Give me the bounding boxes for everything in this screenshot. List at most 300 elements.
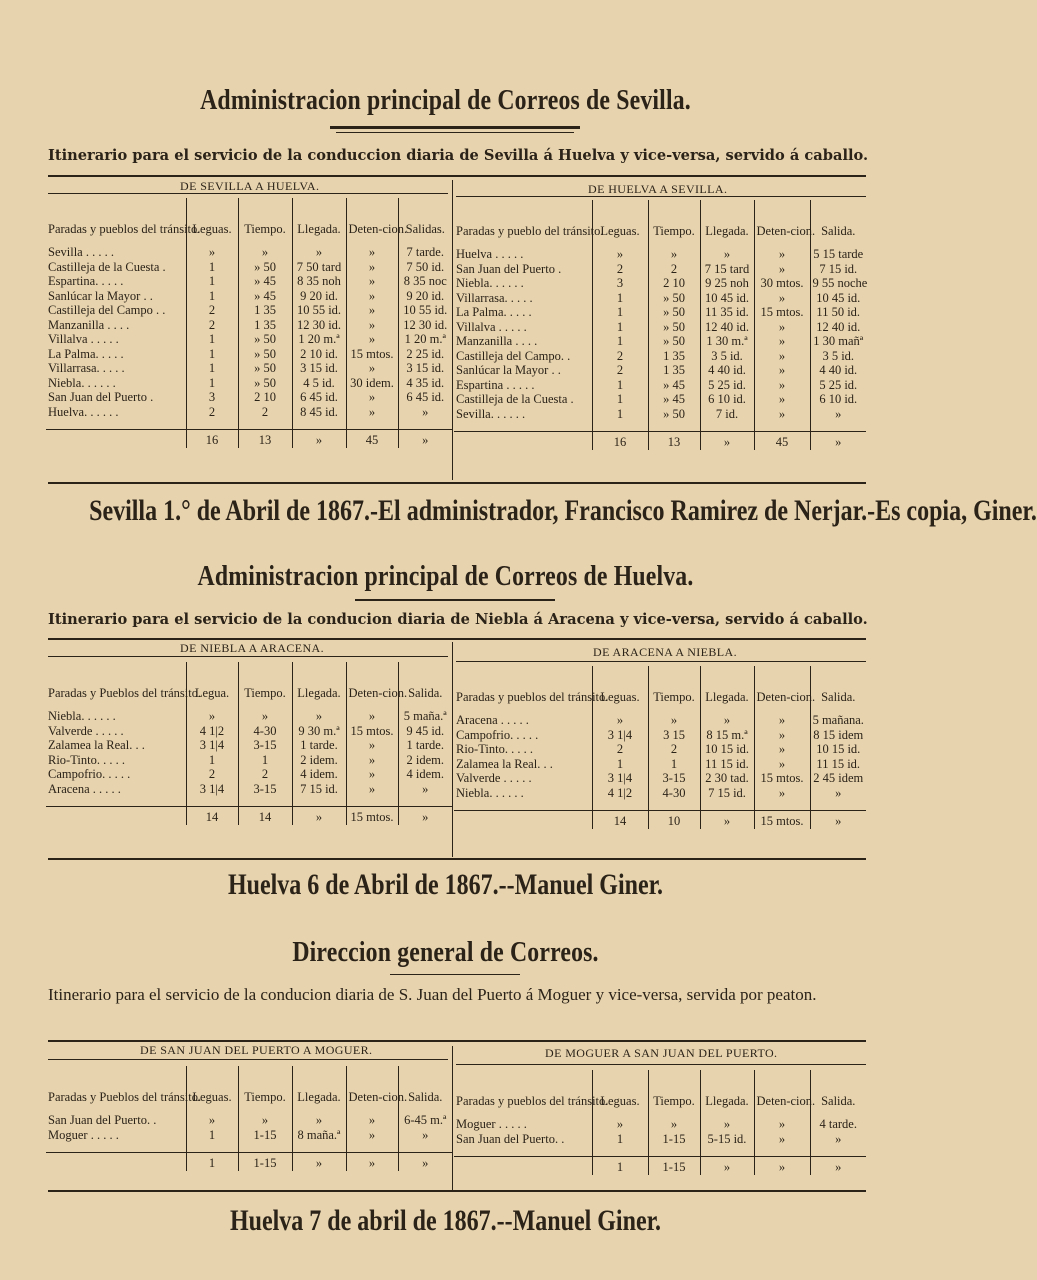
table-row: [46, 239, 452, 260]
cell-value: 4 35 id.: [398, 376, 452, 391]
cell-value: 2 idem.: [292, 753, 346, 768]
cell-value: 2: [592, 363, 648, 378]
cell-value: » 50: [648, 305, 700, 320]
cell-value: »: [346, 274, 398, 289]
direction-label-right: DE MOGUER A SAN JUAN DEL PUERTO.: [545, 1046, 778, 1060]
spacer-row: [454, 1146, 866, 1157]
cell-value: 1-15: [648, 1132, 700, 1147]
cell-value: 7 tarde.: [398, 239, 452, 260]
total-value: 14: [186, 807, 238, 826]
stop-name: Rio-Tinto. . . . .: [48, 752, 125, 767]
cell-value: 1: [186, 260, 238, 275]
cell-value: » 45: [238, 289, 292, 304]
cell-value: 11 50 id.: [810, 305, 866, 320]
stop-name: Castilleja del Campo. .: [456, 348, 571, 363]
table-bottom-rule: [48, 858, 866, 860]
spacer-cell: [346, 796, 398, 807]
cell-value: 5-15 id.: [700, 1132, 754, 1147]
timetable-niebla-aracena: [46, 662, 452, 825]
total-value: »: [810, 432, 866, 451]
cell-value: »: [754, 320, 810, 335]
cell-value: »: [592, 241, 648, 262]
stop-name: Niebla. . . . . .: [456, 785, 524, 800]
table-divider: [452, 180, 453, 480]
cell-value: 12 30 id.: [292, 318, 346, 333]
column-header: Tiempo.: [238, 198, 292, 239]
table-bottom-rule: [48, 482, 866, 484]
cell-value: 8 maña.ª: [292, 1128, 346, 1143]
cell-value: 8 15 idem: [810, 728, 866, 743]
cell-value: 1: [592, 392, 648, 407]
section-subtitle-huelva: Itinerario para el servicio de la conducion diaria de Niebla á Aracena y vice-versa, servido á caballo.: [48, 610, 868, 628]
cell-value: » 50: [238, 376, 292, 391]
table-row: [46, 274, 452, 289]
cell-value: »: [810, 786, 866, 801]
table-row: [454, 786, 866, 801]
table-row: [454, 276, 866, 291]
cell-value: »: [346, 318, 398, 333]
table-row: [46, 753, 452, 768]
cell-value: 2 45 idem: [810, 771, 866, 786]
cell-value: 7 15 tard: [700, 262, 754, 277]
totals-row: [46, 807, 452, 826]
table-row: [46, 361, 452, 376]
spacer-cell: [454, 800, 592, 811]
cell-value: » 45: [648, 378, 700, 393]
cell-value: »: [346, 260, 398, 275]
cell-value: »: [398, 405, 452, 420]
table-header-row: [454, 666, 866, 707]
total-value: »: [398, 807, 452, 826]
cell-value: 11 15 id.: [700, 757, 754, 772]
column-header: Leguas.: [186, 1066, 238, 1107]
stop-name: Niebla. . . . . .: [456, 276, 524, 290]
cell-value: 2 25 id.: [398, 347, 452, 362]
column-header: Tiempo.: [648, 1070, 700, 1111]
cell-value: »: [592, 1111, 648, 1132]
spacer-cell: [238, 1142, 292, 1153]
section-subtitle-direccion: Itinerario para el servicio de la conducion diaria de S. Juan del Puerto á Moguer y vice-versa, servida por peaton.: [48, 985, 817, 1004]
cell-value: 4 40 id.: [700, 363, 754, 378]
direction-label-left: DE NIEBLA A ARACENA.: [180, 641, 325, 655]
cell-value: 9 30 m.ª: [292, 724, 346, 739]
cell-value: 2 30 tad.: [700, 771, 754, 786]
table-row: [46, 260, 452, 275]
spacer-cell: [186, 1142, 238, 1153]
cell-value: 5 maña.ª: [398, 703, 452, 724]
column-header: Llegada.: [700, 666, 754, 707]
table-top-rule: [48, 1040, 866, 1042]
column-header: Salida.: [810, 200, 866, 241]
cell-value: 2 10: [648, 276, 700, 291]
cell-value: » 50: [648, 320, 700, 335]
total-value: 15 mtos.: [346, 807, 398, 826]
cell-value: 1: [186, 753, 238, 768]
cell-value: 3 1|4: [592, 771, 648, 786]
spacer-cell: [46, 796, 186, 807]
cell-value: 3 5 id.: [700, 349, 754, 364]
total-value: »: [398, 430, 452, 449]
stop-name: Villalva . . . . .: [456, 319, 527, 334]
spacer-cell: [754, 421, 810, 432]
cell-value: 12 30 id.: [398, 318, 452, 333]
stop-name: Espartina. . . . .: [48, 274, 124, 288]
cell-value: 3 1|4: [592, 728, 648, 743]
total-value: »: [700, 811, 754, 830]
cell-value: 2: [592, 742, 648, 757]
total-value: [454, 432, 592, 451]
timetable-aracena-niebla: [454, 666, 866, 829]
spacer-cell: [810, 421, 866, 432]
table-row: [454, 707, 866, 728]
total-value: [46, 807, 186, 826]
cell-value: 3 15 id.: [292, 361, 346, 376]
total-value: »: [810, 1157, 866, 1176]
table-header-row: [46, 662, 452, 703]
cell-value: 6 45 id.: [398, 390, 452, 405]
stop-name: San Juan del Puerto .: [456, 261, 562, 276]
cell-value: » 50: [238, 347, 292, 362]
cell-value: 3 5 id.: [810, 349, 866, 364]
stop-name: Valverde . . . . .: [456, 771, 532, 785]
table-row: [454, 363, 866, 378]
header-rule: [48, 193, 448, 194]
table-row: [454, 305, 866, 320]
stop-name: Aracena . . . . .: [456, 713, 529, 727]
cell-value: 1: [592, 1132, 648, 1147]
column-header: Paradas y pueblos del tránsito.: [48, 222, 201, 236]
table-row: [454, 241, 866, 262]
cell-value: »: [238, 703, 292, 724]
cell-value: »: [292, 1107, 346, 1128]
cell-value: »: [346, 332, 398, 347]
cell-value: »: [346, 782, 398, 797]
cell-value: »: [754, 363, 810, 378]
cell-value: 8 15 m.ª: [700, 728, 754, 743]
spacer-cell: [292, 796, 346, 807]
cell-value: 2: [186, 318, 238, 333]
stop-name: Villarrasa. . . . .: [456, 290, 533, 305]
total-value: 16: [592, 432, 648, 451]
cell-value: »: [754, 262, 810, 277]
cell-value: 11 15 id.: [810, 757, 866, 772]
spacer-cell: [46, 419, 186, 430]
cell-value: 9 55 noche: [810, 276, 866, 291]
cell-value: 6 45 id.: [292, 390, 346, 405]
cell-value: »: [346, 703, 398, 724]
stop-name: Campofrio. . . . .: [456, 727, 539, 742]
header-rule: [48, 1059, 448, 1060]
table-row: [454, 320, 866, 335]
direction-label-left: DE SAN JUAN DEL PUERTO A MOGUER.: [140, 1043, 373, 1057]
total-value: 13: [238, 430, 292, 449]
cell-value: 5 15 tarde: [810, 241, 866, 262]
cell-value: 7 15 id.: [292, 782, 346, 797]
total-value: »: [754, 1157, 810, 1176]
spacer-cell: [648, 421, 700, 432]
total-value: 45: [346, 430, 398, 449]
spacer-cell: [592, 800, 648, 811]
cell-value: 2 idem.: [398, 753, 452, 768]
column-header: Paradas y pueblos del tránsito.: [456, 1094, 609, 1108]
cell-value: »: [754, 241, 810, 262]
cell-value: 3: [186, 390, 238, 405]
cell-value: 2 10 id.: [292, 347, 346, 362]
spacer-cell: [238, 419, 292, 430]
cell-value: »: [754, 334, 810, 349]
cell-value: 11 35 id.: [700, 305, 754, 320]
direction-label-right: DE ARACENA A NIEBLA.: [593, 645, 738, 659]
column-header: Tiempo.: [648, 666, 700, 707]
column-header: Llegada.: [292, 1066, 346, 1107]
cell-value: »: [592, 707, 648, 728]
cell-value: »: [754, 1132, 810, 1147]
spacer-cell: [346, 1142, 398, 1153]
total-value: 1-15: [238, 1153, 292, 1172]
table-row: [46, 376, 452, 391]
cell-value: 15 mtos.: [346, 347, 398, 362]
table-row: [454, 407, 866, 422]
table-header-row: [454, 1070, 866, 1111]
stop-name: Villalva . . . . .: [48, 332, 119, 346]
cell-value: 1: [592, 407, 648, 422]
table-row: [46, 1107, 452, 1128]
cell-value: 1 20 m.ª: [398, 332, 452, 347]
spacer-cell: [292, 1142, 346, 1153]
spacer-cell: [346, 419, 398, 430]
cell-value: » 45: [648, 392, 700, 407]
stop-name: Aracena . . . . .: [48, 781, 121, 796]
cell-value: »: [238, 1107, 292, 1128]
table-bottom-rule: [48, 1190, 866, 1192]
cell-value: »: [186, 239, 238, 260]
table-row: [46, 289, 452, 304]
spacer-row: [454, 421, 866, 432]
cell-value: 1: [592, 320, 648, 335]
cell-value: 1 tarde.: [292, 738, 346, 753]
column-header: Deten-cion.: [346, 1066, 398, 1107]
cell-value: » 50: [238, 332, 292, 347]
cell-value: 1: [186, 1128, 238, 1143]
cell-value: 1 35: [648, 363, 700, 378]
spacer-cell: [700, 800, 754, 811]
section-subtitle-sevilla: Itinerario para el servicio de la conduccion diaria de Sevilla á Huelva y vice-versa, servido á caballo.: [48, 146, 869, 164]
table-row: [46, 703, 452, 724]
column-header: Paradas y Pueblos del tránsito.: [48, 1090, 202, 1104]
cell-value: 2: [186, 767, 238, 782]
cell-value: 3 15 id.: [398, 361, 452, 376]
spacer-cell: [592, 1146, 648, 1157]
table-top-rule: [48, 638, 866, 640]
cell-value: 15 mtos.: [754, 305, 810, 320]
cell-value: »: [648, 241, 700, 262]
totals-row: [454, 432, 866, 451]
cell-value: 1: [186, 361, 238, 376]
cell-value: 7 50 tard: [292, 260, 346, 275]
column-header: Salidas.: [398, 198, 452, 239]
spacer-cell: [700, 1146, 754, 1157]
cell-value: 5 25 id.: [700, 378, 754, 393]
table-row: [454, 742, 866, 757]
section-title-sevilla: Administracion principal de Correos de Sevilla.: [200, 84, 691, 116]
cell-value: 1: [592, 291, 648, 306]
cell-value: »: [754, 728, 810, 743]
cell-value: 8 35 noh: [292, 274, 346, 289]
footer-huelva: Huelva 6 de Abril de 1867.--Manuel Giner.: [227, 868, 664, 901]
cell-value: 3 1|4: [186, 738, 238, 753]
cell-value: »: [346, 738, 398, 753]
cell-value: 12 40 id.: [810, 320, 866, 335]
total-value: »: [292, 430, 346, 449]
cell-value: 4-30: [238, 724, 292, 739]
cell-value: »: [810, 407, 866, 422]
table-row: [454, 1111, 866, 1132]
cell-value: 6 10 id.: [810, 392, 866, 407]
table-row: [46, 724, 452, 739]
cell-value: 9 25 noh: [700, 276, 754, 291]
column-header: Deten-cion.: [754, 1070, 810, 1111]
cell-value: 1: [592, 378, 648, 393]
table-row: [46, 318, 452, 333]
cell-value: »: [346, 289, 398, 304]
cell-value: »: [346, 303, 398, 318]
column-header: Leguas.: [592, 1070, 648, 1111]
totals-row: [454, 1157, 866, 1176]
spacer-cell: [186, 419, 238, 430]
cell-value: 2: [648, 742, 700, 757]
cell-value: »: [292, 703, 346, 724]
cell-value: 6-45 m.ª: [398, 1107, 452, 1128]
column-header: Llegada.: [292, 198, 346, 239]
column-header: Salida.: [398, 1066, 452, 1107]
column-header: Tiempo.: [238, 1066, 292, 1107]
table-row: [454, 771, 866, 786]
table-row: [46, 390, 452, 405]
cell-value: »: [754, 349, 810, 364]
total-value: 45: [754, 432, 810, 451]
cell-value: »: [186, 1107, 238, 1128]
stop-name: Zalamea la Real. . .: [48, 738, 145, 752]
total-value: 13: [648, 432, 700, 451]
stop-name: Villarrasa. . . . .: [48, 361, 125, 375]
table-row: [454, 334, 866, 349]
cell-value: 10 15 id.: [810, 742, 866, 757]
cell-value: »: [346, 1128, 398, 1143]
spacer-cell: [810, 1146, 866, 1157]
spacer-cell: [46, 1142, 186, 1153]
table-row: [454, 262, 866, 277]
cell-value: 7 50 id.: [398, 260, 452, 275]
cell-value: 9 20 id.: [292, 289, 346, 304]
column-header: Paradas y pueblo del tránsito.: [456, 224, 604, 238]
total-value: »: [346, 1153, 398, 1172]
cell-value: 1: [592, 757, 648, 772]
section-title-direccion: Direccion general de Correos.: [292, 936, 599, 968]
cell-value: »: [398, 1128, 452, 1143]
stop-name: Sanlúcar la Mayor . .: [48, 288, 153, 303]
stop-name: Rio-Tinto. . . . .: [456, 742, 533, 756]
total-value: »: [700, 432, 754, 451]
cell-value: »: [398, 782, 452, 797]
stop-name: Niebla. . . . . .: [48, 375, 116, 390]
spacer-row: [454, 800, 866, 811]
total-value: [46, 1153, 186, 1172]
cell-value: »: [754, 392, 810, 407]
spacer-row: [46, 796, 452, 807]
total-value: 1: [186, 1153, 238, 1172]
cell-value: » 50: [648, 407, 700, 422]
cell-value: »: [186, 703, 238, 724]
cell-value: 1: [186, 332, 238, 347]
spacer-cell: [454, 1146, 592, 1157]
cell-value: »: [346, 767, 398, 782]
stop-name: La Palma. . . . .: [48, 346, 124, 361]
cell-value: »: [346, 405, 398, 420]
stop-name: Zalamea la Real. . .: [456, 756, 553, 771]
cell-value: 5 mañana.: [810, 707, 866, 728]
table-header-row: [46, 198, 452, 239]
cell-value: 4-30: [648, 786, 700, 801]
table-row: [454, 728, 866, 743]
table-row: [46, 405, 452, 420]
section-title-huelva: Administracion principal de Correos de Huelva.: [197, 560, 694, 592]
table-row: [46, 767, 452, 782]
spacer-cell: [398, 796, 452, 807]
cell-value: 10 55 id.: [292, 303, 346, 318]
cell-value: 4 idem.: [292, 767, 346, 782]
cell-value: »: [238, 239, 292, 260]
cell-value: 3 15: [648, 728, 700, 743]
totals-row: [454, 811, 866, 830]
cell-value: 4 1|2: [592, 786, 648, 801]
column-header: Paradas y Pueblos del tránsito.: [48, 686, 202, 700]
cell-value: 1: [186, 274, 238, 289]
header-rule: [456, 196, 866, 197]
column-header: Deten-cion.: [754, 666, 810, 707]
cell-value: »: [754, 378, 810, 393]
table-row: [46, 303, 452, 318]
spacer-cell: [238, 796, 292, 807]
stop-name: Sanlúcar la Mayor . .: [456, 363, 561, 377]
table-row: [454, 349, 866, 364]
spacer-cell: [754, 800, 810, 811]
spacer-row: [46, 419, 452, 430]
cell-value: » 50: [648, 291, 700, 306]
cell-value: » 50: [648, 334, 700, 349]
cell-value: »: [754, 786, 810, 801]
stop-name: Campofrio. . . . .: [48, 767, 131, 781]
cell-value: 1 30 m.ª: [700, 334, 754, 349]
stop-name: Espartina . . . . .: [456, 377, 535, 392]
cell-value: 1 tarde.: [398, 738, 452, 753]
column-header: Legua.: [186, 662, 238, 703]
table-row: [454, 378, 866, 393]
timetable-sevilla-huelva: [46, 198, 452, 448]
title-underline: [390, 974, 520, 975]
cell-value: 2: [592, 349, 648, 364]
total-value: »: [292, 1153, 346, 1172]
column-header: Llegada.: [292, 662, 346, 703]
total-value: 1: [592, 1157, 648, 1176]
total-value: 10: [648, 811, 700, 830]
stop-name: Valverde . . . . .: [48, 723, 124, 738]
spacer-cell: [592, 421, 648, 432]
table-divider: [452, 642, 453, 857]
table-row: [454, 392, 866, 407]
spacer-cell: [754, 1146, 810, 1157]
cell-value: 15 mtos.: [346, 724, 398, 739]
column-header: Tiempo.: [238, 662, 292, 703]
